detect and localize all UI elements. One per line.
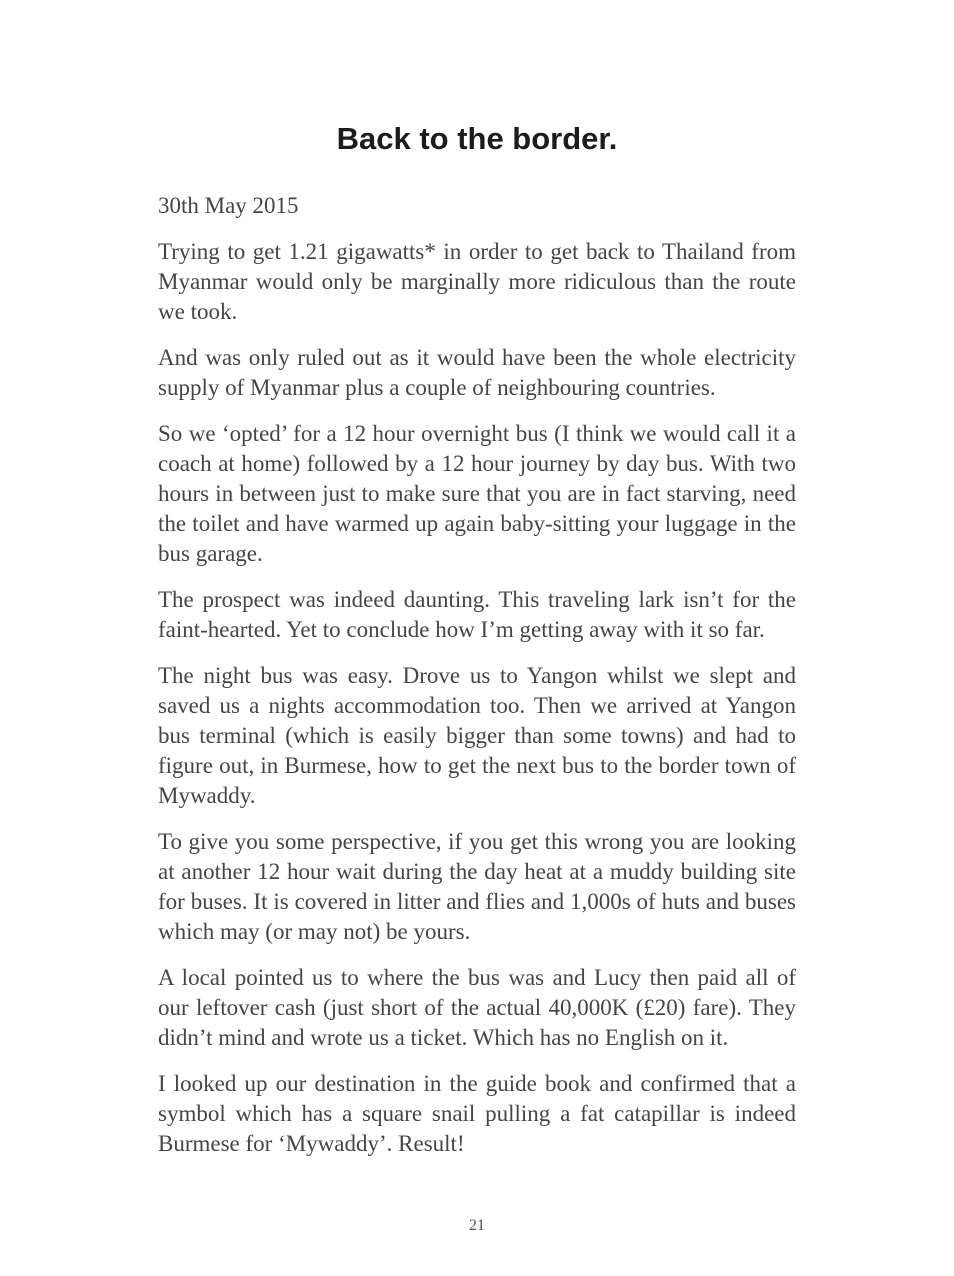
article-date: 30th May 2015 [158,193,299,218]
paragraph: To give you some perspective, if you get this wrong you are looking at another 12 hour wait during the day heat at a muddy building site for buses. It is covered in litter and flies and 1,000s of huts and buses which may (or may not) be yours. [158,829,796,944]
paragraph: I looked up our destination in the guide book and confirmed that a symbol which has a square snail pulling a fat catapillar is indeed Burmese for ‘Mywaddy’. Result! [158,1071,796,1156]
paragraph: Trying to get 1.21 gigawatts* in order to get back to Thailand from Myanmar would only be marginally more ridiculous than the route we took. [158,239,796,324]
paragraph: So we ‘opted’ for a 12 hour overnight bus (I think we would call it a coach at home) followed by a 12 hour journey by day bus. With two hours in between just to make sure that you are in fact starving, need the toilet and have warmed up again baby-sitting your luggage in the bus garage. [158,421,796,566]
page-title: Back to the border. [336,121,618,156]
paragraph: And was only ruled out as it would have been the whole electricity supply of Myanmar plus a couple of neighbouring countries. [158,345,796,400]
paragraph: The night bus was easy. Drove us to Yangon whilst we slept and saved us a nights accommodation too. Then we arrived at Yangon bus terminal (which is easily bigger than some towns) and had to figure out, in Burmese, how to get the next bus to the border town of Mywaddy. [158,663,796,808]
paragraph: A local pointed us to where the bus was and Lucy then paid all of our leftover cash (just short of the actual 40,000K (£20) fare). They didn’t mind and wrote us a ticket. Which has no English on it. [158,965,796,1050]
paragraph: The prospect was indeed daunting. This traveling lark isn’t for the faint-hearted. Yet to conclude how I’m getting away with it so far. [158,587,796,642]
article-body [158,237,796,1159]
page-number: 21 [469,1217,485,1234]
